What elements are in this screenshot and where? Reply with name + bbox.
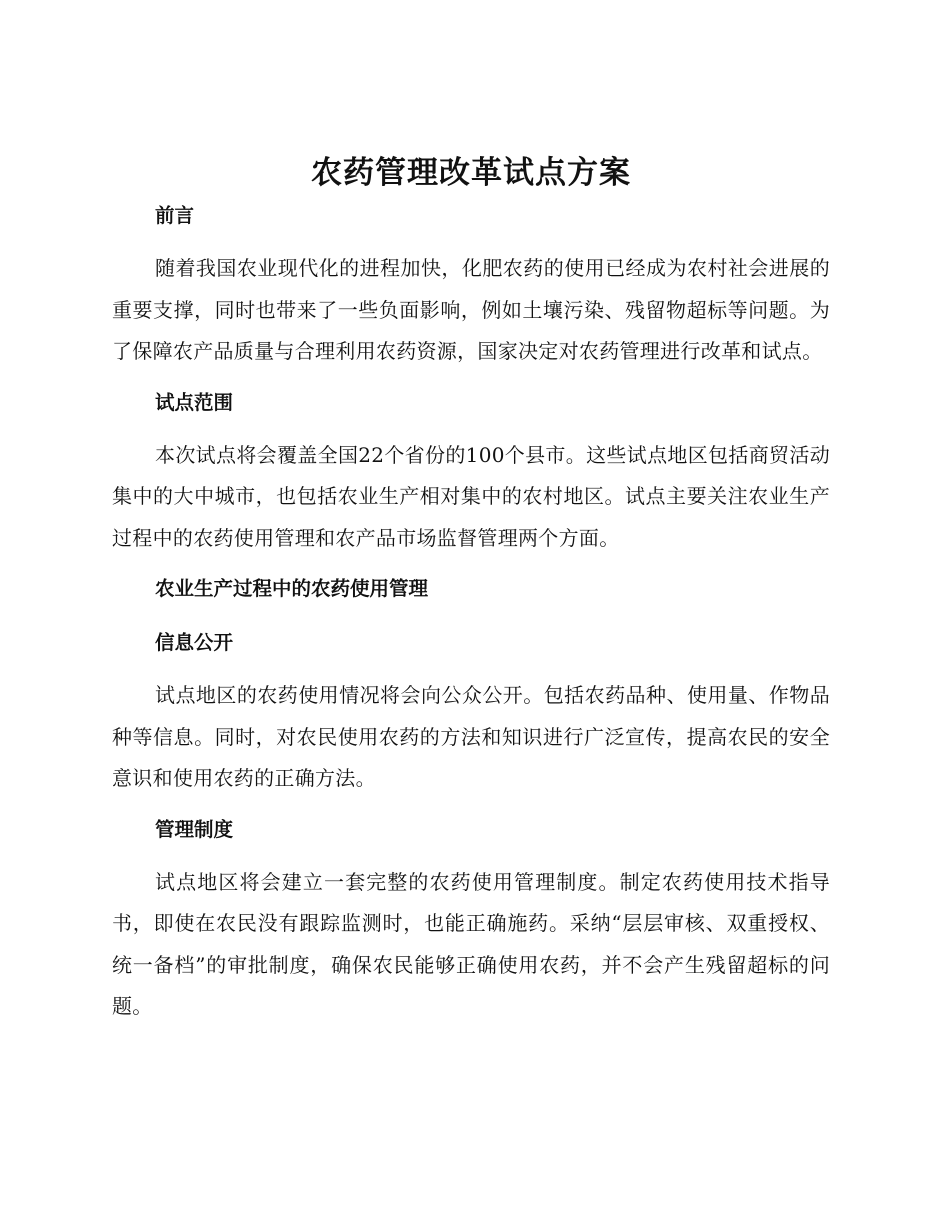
spacer: [112, 230, 830, 248]
document-page: [112, 150, 830, 1028]
spacer: [112, 844, 830, 862]
spacer: [112, 559, 830, 575]
spacer: [112, 657, 830, 675]
spacer: [112, 417, 830, 435]
section-heading-management: 管理制度: [155, 817, 234, 841]
spacer: [112, 603, 830, 629]
section-paragraph-disclosure: 试点地区的农药使用情况将会向公众公开。包括农药品种、使用量、作物品种等信息。同时，对农民使用农药的方法和知识进行广泛宣传，提高农民的安全意识和使用农药的正确方法。: [112, 683, 830, 790]
section-heading-scope: 试点范围: [155, 390, 234, 414]
section-heading-disclosure: 信息公开: [155, 631, 234, 654]
section-paragraph-management: 试点地区将会建立一套完整的农药使用管理制度。制定农药使用技术指导书，即使在农民没有跟踪监测时，也能正确施药。采纳“层层审核、双重授权、统一备档”的审批制度，确保农民能够正确使用农药，并不会产生残留超标的问题。: [112, 869, 830, 1018]
document-title: 农药管理改革试点方案: [311, 155, 631, 191]
section-heading-preface: 前言: [155, 204, 195, 227]
spacer: [112, 373, 830, 389]
section-paragraph-preface: 随着我国农业现代化的进程加快，化肥农药的使用已经成为农村社会进展的重要支撑，同时也带来了一些负面影响，例如土壤污染、残留物超标等问题。为了保障农产品质量与合理利用农药资源，国家决定对农药管理进行改革和试点。: [112, 256, 830, 363]
section-paragraph-scope: 本次试点将会覆盖全国22个省份的100个县市。这些试点地区包括商贸活动集中的大中城市，也包括农业生产相对集中的农村地区。试点主要关注农业生产过程中的农药使用管理和农产品市场监督管理两个方面。: [112, 442, 830, 550]
section-heading-pesticide-use: 农业生产过程中的农药使用管理: [155, 577, 429, 600]
spacer: [112, 800, 830, 816]
